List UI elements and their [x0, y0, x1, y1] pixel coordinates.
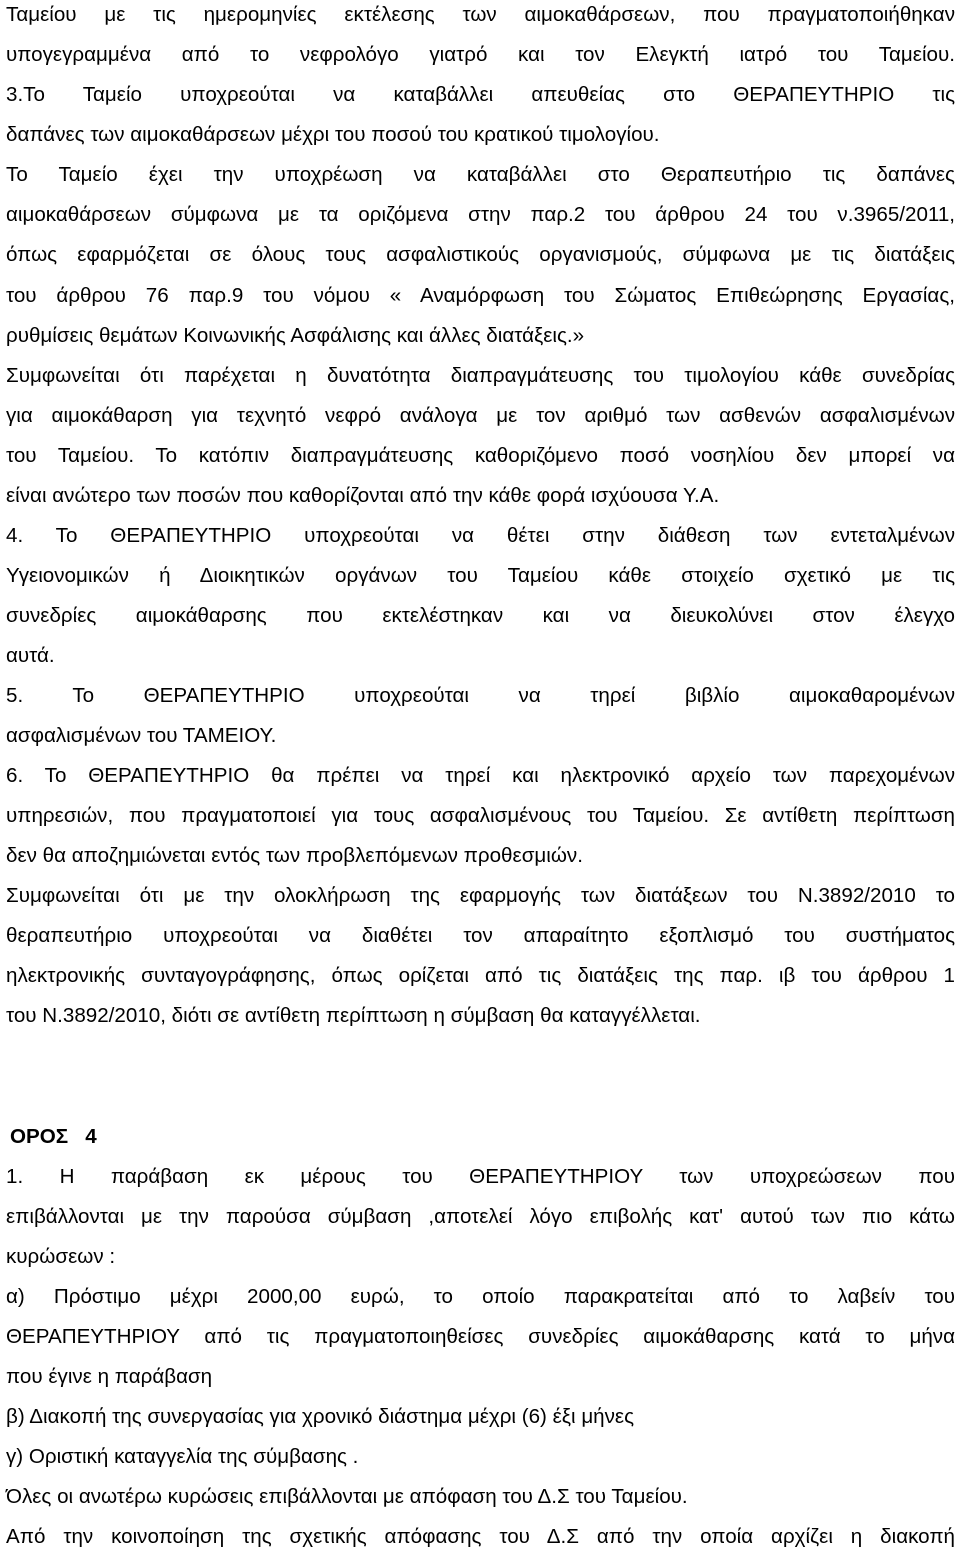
- paragraph-line: 3.Το Ταμείο υποχρεούται να καταβάλλει απευθείας στο ΘΕΡΑΠΕΥΤΗΡΙΟ τις: [6, 83, 955, 106]
- paragraph-line: του Ν.3892/2010, διότι σε αντίθετη περίπτωση η σύμβαση θα καταγγέλλεται.: [6, 1004, 701, 1027]
- paragraph-line: υπογεγραμμένα από το νεφρολόγο γιατρό και τον Ελεγκτή ιατρό του Ταμείου.: [6, 43, 955, 66]
- paragraph-line: που έγινε η παράβαση: [6, 1365, 213, 1388]
- paragraph-line: θεραπευτήριο υποχρεούται να διαθέτει τον απαραίτητο εξοπλισμό του συστήματος: [6, 924, 955, 947]
- paragraph-line: 4. Το ΘΕΡΑΠΕΥΤΗΡΙΟ υποχρεούται να θέτει στην διάθεση των εντεταλμένων: [6, 524, 955, 547]
- paragraph-line: είναι ανώτερο των ποσών που καθορίζονται από την κάθε φορά ισχύουσα Υ.Α.: [6, 484, 720, 507]
- paragraph-line: αιμοκαθάρσεων σύμφωνα με τα οριζόμενα στην παρ.2 του άρθρου 24 του ν.3965/2011,: [6, 203, 955, 226]
- paragraph-line: του Ταμείου. Το κατόπιν διαπραγμάτευσης καθοριζόμενο ποσό νοσηλίου δεν μπορεί να: [6, 444, 955, 467]
- paragraph-line: ηλεκτρονικής συνταγογράφησης, όπως ορίζεται από τις διατάξεις της παρ. ιβ του άρθρου 1: [6, 964, 955, 987]
- paragraph-line: υπηρεσιών, που πραγματοποιεί για τους ασφαλισμένους του Ταμείου. Σε αντίθετη περίπτωση: [6, 804, 955, 827]
- paragraph-line: 5. Το ΘΕΡΑΠΕΥΤΗΡΙΟ υποχρεούται να τηρεί βιβλίο αιμοκαθαρομένων: [6, 684, 955, 707]
- paragraph-line: Όλες οι ανωτέρω κυρώσεις επιβάλλονται με απόφαση του Δ.Σ του Ταμείου.: [6, 1485, 688, 1508]
- paragraph-line: ασφαλισμένων του ΤΑΜΕΙΟΥ.: [6, 724, 277, 747]
- paragraph-line: του άρθρου 76 παρ.9 του νόμου « Αναμόρφωση του Σώματος Επιθεώρησης Εργασίας,: [6, 284, 955, 307]
- paragraph-line: Ταμείου με τις ημερομηνίες εκτέλεσης των αιμοκαθάρσεων, που πραγματοποιήθηκαν: [6, 3, 955, 26]
- paragraph-line: συνεδρίες αιμοκάθαρσης που εκτελέστηκαν και να διευκολύνει στον έλεγχο: [6, 604, 955, 627]
- paragraph-line: 1. Η παράβαση εκ μέρους του ΘΕΡΑΠΕΥΤΗΡΙΟΥ των υποχρεώσεων που: [6, 1165, 955, 1188]
- paragraph-line: Από την κοινοποίηση της σχετικής απόφασης του Δ.Σ από την οποία αρχίζει η διακοπή: [6, 1525, 955, 1548]
- paragraph-line: α) Πρόστιμο μέχρι 2000,00 ευρώ, το οποίο παρακρατείται από το λαβείν του: [6, 1285, 955, 1308]
- paragraph-line: Συμφωνείται ότι με την ολοκλήρωση της εφαρμογής των διατάξεων του Ν.3892/2010 το: [6, 884, 955, 907]
- paragraph-line: για αιμοκάθαρση για τεχνητό νεφρό ανάλογα με τον αριθμό των ασθενών ασφαλισμένων: [6, 404, 955, 427]
- paragraph-line: επιβάλλονται με την παρούσα σύμβαση ,αποτελεί λόγο επιβολής κατ' αυτού των πιο κάτω: [6, 1205, 955, 1228]
- paragraph-line: δεν θα αποζημιώνεται εντός των προβλεπόμενων προθεσμιών.: [6, 844, 583, 867]
- paragraph-line: Υγειονομικών ή Διοικητικών οργάνων του Ταμείου κάθε στοιχείο σχετικό με τις: [6, 564, 955, 587]
- paragraph-line: όπως εφαρμόζεται σε όλους τους ασφαλιστικούς οργανισμούς, σύμφωνα με τις διατάξεις: [6, 243, 955, 266]
- paragraph-line: δαπάνες των αιμοκαθάρσεων μέχρι του ποσού του κρατικού τιμολογίου.: [6, 123, 660, 146]
- paragraph-line: κυρώσεων :: [6, 1245, 116, 1268]
- paragraph-line: β) Διακοπή της συνεργασίας για χρονικό διάστημα μέχρι (6) έξι μήνες: [6, 1405, 635, 1428]
- paragraph-line: αυτά.: [6, 644, 55, 667]
- paragraph-line: ρυθμίσεις θεμάτων Κοινωνικής Ασφάλισης και άλλες διατάξεις.»: [6, 324, 585, 347]
- paragraph-line: γ) Οριστική καταγγελία της σύμβασης .: [6, 1445, 359, 1468]
- paragraph-line: Συμφωνείται ότι παρέχεται η δυνατότητα διαπραγμάτευσης του τιμολογίου κάθε συνεδρίας: [6, 364, 955, 387]
- paragraph-line: Το Ταμείο έχει την υποχρέωση να καταβάλλει στο Θεραπευτήριο τις δαπάνες: [6, 163, 955, 186]
- paragraph-line: 6. Το ΘΕΡΑΠΕΥΤΗΡΙΟ θα πρέπει να τηρεί και ηλεκτρονικό αρχείο των παρεχομένων: [6, 764, 955, 787]
- paragraph-line: ΘΕΡΑΠΕΥΤΗΡΙΟΥ από τις πραγματοποιηθείσες συνεδρίες αιμοκάθαρσης κατά το μήνα: [6, 1325, 955, 1348]
- section-heading: ΟΡΟΣ 4: [10, 1125, 97, 1148]
